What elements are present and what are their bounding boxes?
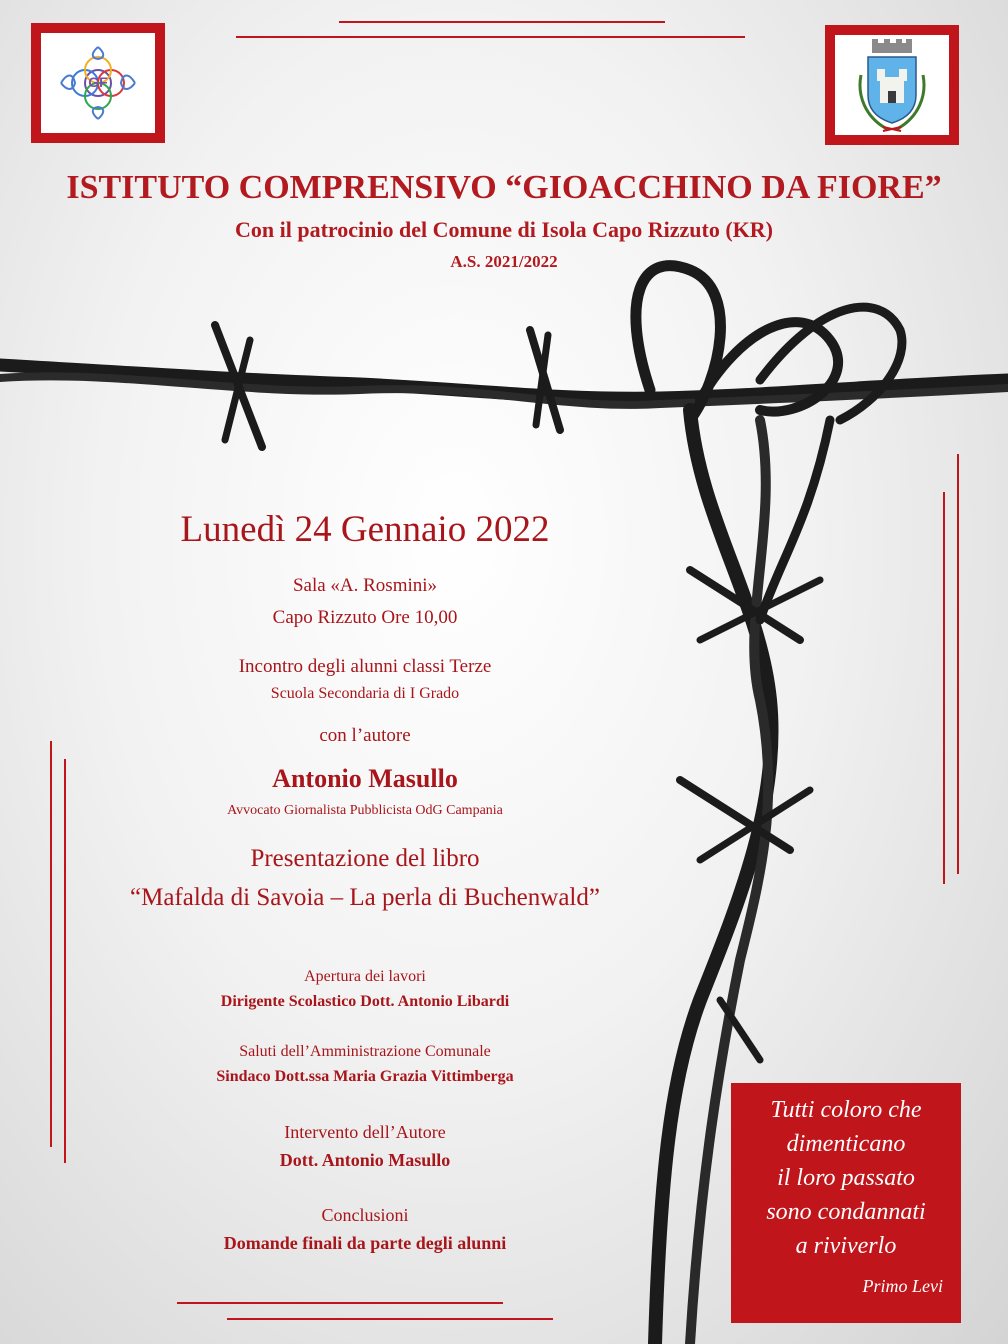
school-year: A.S. 2021/2022 — [450, 252, 558, 271]
coat-of-arms-icon — [835, 35, 949, 135]
quote-line: Tutti coloro che — [770, 1097, 922, 1123]
book-title: “Mafalda di Savoia – La perla di Buchenwald” — [130, 884, 600, 911]
program-opening-detail: Dirigente Scolastico Dott. Antonio Libardi — [220, 993, 510, 1010]
bottom-rule-2 — [227, 1318, 553, 1320]
event-venue: Sala «A. Rosmini» — [292, 575, 438, 596]
right-vertical-rule-2 — [957, 454, 959, 874]
top-rule-short — [339, 21, 665, 23]
program-conclusions-label: Conclusioni — [321, 1205, 409, 1225]
bottom-rule-1 — [177, 1302, 503, 1304]
program-greetings-detail: Sindaco Dott.ssa Maria Grazia Vittimberga — [216, 1068, 514, 1085]
quote-line: a riviverlo — [795, 1233, 897, 1259]
left-vertical-rule-2 — [64, 759, 66, 1163]
author-name: Antonio Masullo — [272, 764, 458, 793]
municipality-coat-of-arms — [825, 25, 959, 145]
author-role: Avvocato Giornalista Pubblicista OdG Campania — [227, 803, 503, 818]
program-author-label: Intervento dell’Autore — [284, 1122, 446, 1142]
event-place-time: Capo Rizzuto Ore 10,00 — [272, 607, 458, 628]
event-school-level: Scuola Secondaria di I Grado — [270, 685, 460, 702]
school-logo — [31, 23, 165, 143]
program-conclusions-detail: Domande finali da parte degli alunni — [223, 1233, 507, 1253]
right-vertical-rule-1 — [943, 492, 945, 884]
quote-line: sono condannati — [766, 1199, 926, 1225]
program-greetings-label: Saluti dell’Amministrazione Comunale — [239, 1043, 491, 1060]
event-date: Lunedì 24 Gennaio 2022 — [180, 509, 550, 550]
school-name: ISTITUTO COMPRENSIVO “GIOACCHINO DA FIORE” — [66, 169, 942, 206]
event-meeting: Incontro degli alunni classi Terze — [238, 656, 492, 677]
school-monogram: GF — [88, 74, 108, 90]
with-author-label: con l’autore — [319, 725, 411, 746]
quote-line: dimenticano — [786, 1131, 906, 1157]
quote-box — [731, 1083, 961, 1323]
quote-author: Primo Levi — [862, 1276, 943, 1296]
quote-text — [731, 1093, 961, 1263]
patronage-line: Con il patrocinio del Comune di Isola Capo Rizzuto (KR) — [234, 217, 773, 242]
program-opening-label: Apertura dei lavori — [304, 968, 426, 985]
top-rule-long — [236, 36, 745, 38]
quote-line: il loro passato — [777, 1165, 915, 1191]
program-author-detail: Dott. Antonio Masullo — [279, 1150, 451, 1170]
left-vertical-rule-1 — [50, 741, 52, 1147]
presentation-label: Presentazione del libro — [250, 845, 480, 872]
